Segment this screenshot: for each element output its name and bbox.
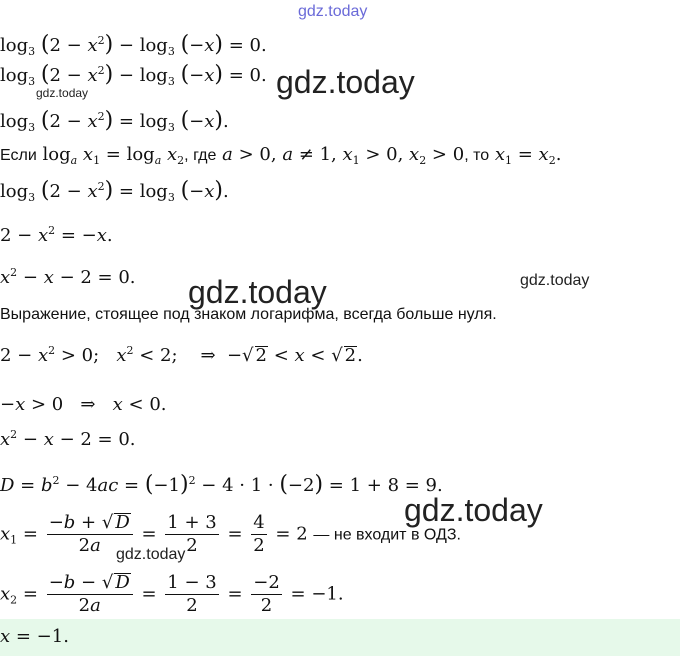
root-x1-line: $x_1$ = $\frac{-b + √ D}{2a}$ = $\frac{1 + 3}{2}$ = $\frac{4}{2}$ = 2 — не входит в ОДЗ.: [0, 512, 461, 556]
then-word: , то: [464, 147, 490, 164]
watermark-top: gdz.today: [298, 3, 368, 20]
inequality-line-2: −x > 0 ⇒ x < 0.: [0, 394, 167, 415]
watermark-large-3: gdz.today: [404, 492, 543, 528]
watermark-large-2: gdz.today: [188, 274, 327, 310]
answer-highlight: [0, 619, 680, 656]
where-word: , где: [184, 147, 217, 164]
log-argument-rule-text: Выражение, стоящее под знаком логарифма, всегда больше нуля.: [0, 306, 497, 323]
not-in-domain-note: — не входит в ОДЗ.: [313, 526, 461, 544]
inequality-line-1: $2 - x^2 > 0$; $x^2 < 2$; ⇒ −√ 2 < x < √ 2.: [0, 344, 363, 366]
final-answer: x = −1.: [0, 626, 69, 647]
equation-line-5: $\log_3 (2 - x^2) = \log_3 (-x)$.: [0, 178, 229, 204]
root-x2-line: $x_2$ = $\frac{-b - √ D}{2a}$ = $\frac{1 - 3}{2}$ = $\frac{-2}{2}$ = −1.: [0, 572, 344, 616]
equation-line-3: $\log_3 (2 - x^2) = \log_3 (-x)$.: [0, 108, 229, 134]
equation-line-2: $\log_3 (2 - x^2) - \log_3 (-x) = 0$.: [0, 62, 267, 88]
equation-line-6: $2 - x^2 = -x$.: [0, 224, 113, 246]
equation-line-quadratic: $x^2 - x - 2 = 0$.: [0, 428, 136, 450]
watermark-large-1: gdz.today: [276, 64, 415, 100]
watermark-small-2: gdz.today: [520, 272, 590, 289]
if-word: Если: [0, 147, 37, 164]
equation-line-7: $x^2 - x - 2 = 0$.: [0, 266, 136, 288]
equation-line-1: $\log_3 (2 - x^2) - \log_3 (-x) = 0$.: [0, 32, 267, 58]
discriminant-line: $D = b^2 - 4ac = (-1)^2 - 4 \cdot 1 \cdot (-2) = 1 + 8 = 9$.: [0, 472, 443, 497]
watermark-small-3: gdz.today: [116, 546, 186, 563]
watermark-small-1: gdz.today: [36, 86, 89, 100]
log-equality-rule: Если $\log_a x_1 = \log_a x_2$, где a > 0, a ≠ 1, $x_1 > 0$, $x_2 > 0$, то $x_1 = x_2$.: [0, 144, 562, 167]
